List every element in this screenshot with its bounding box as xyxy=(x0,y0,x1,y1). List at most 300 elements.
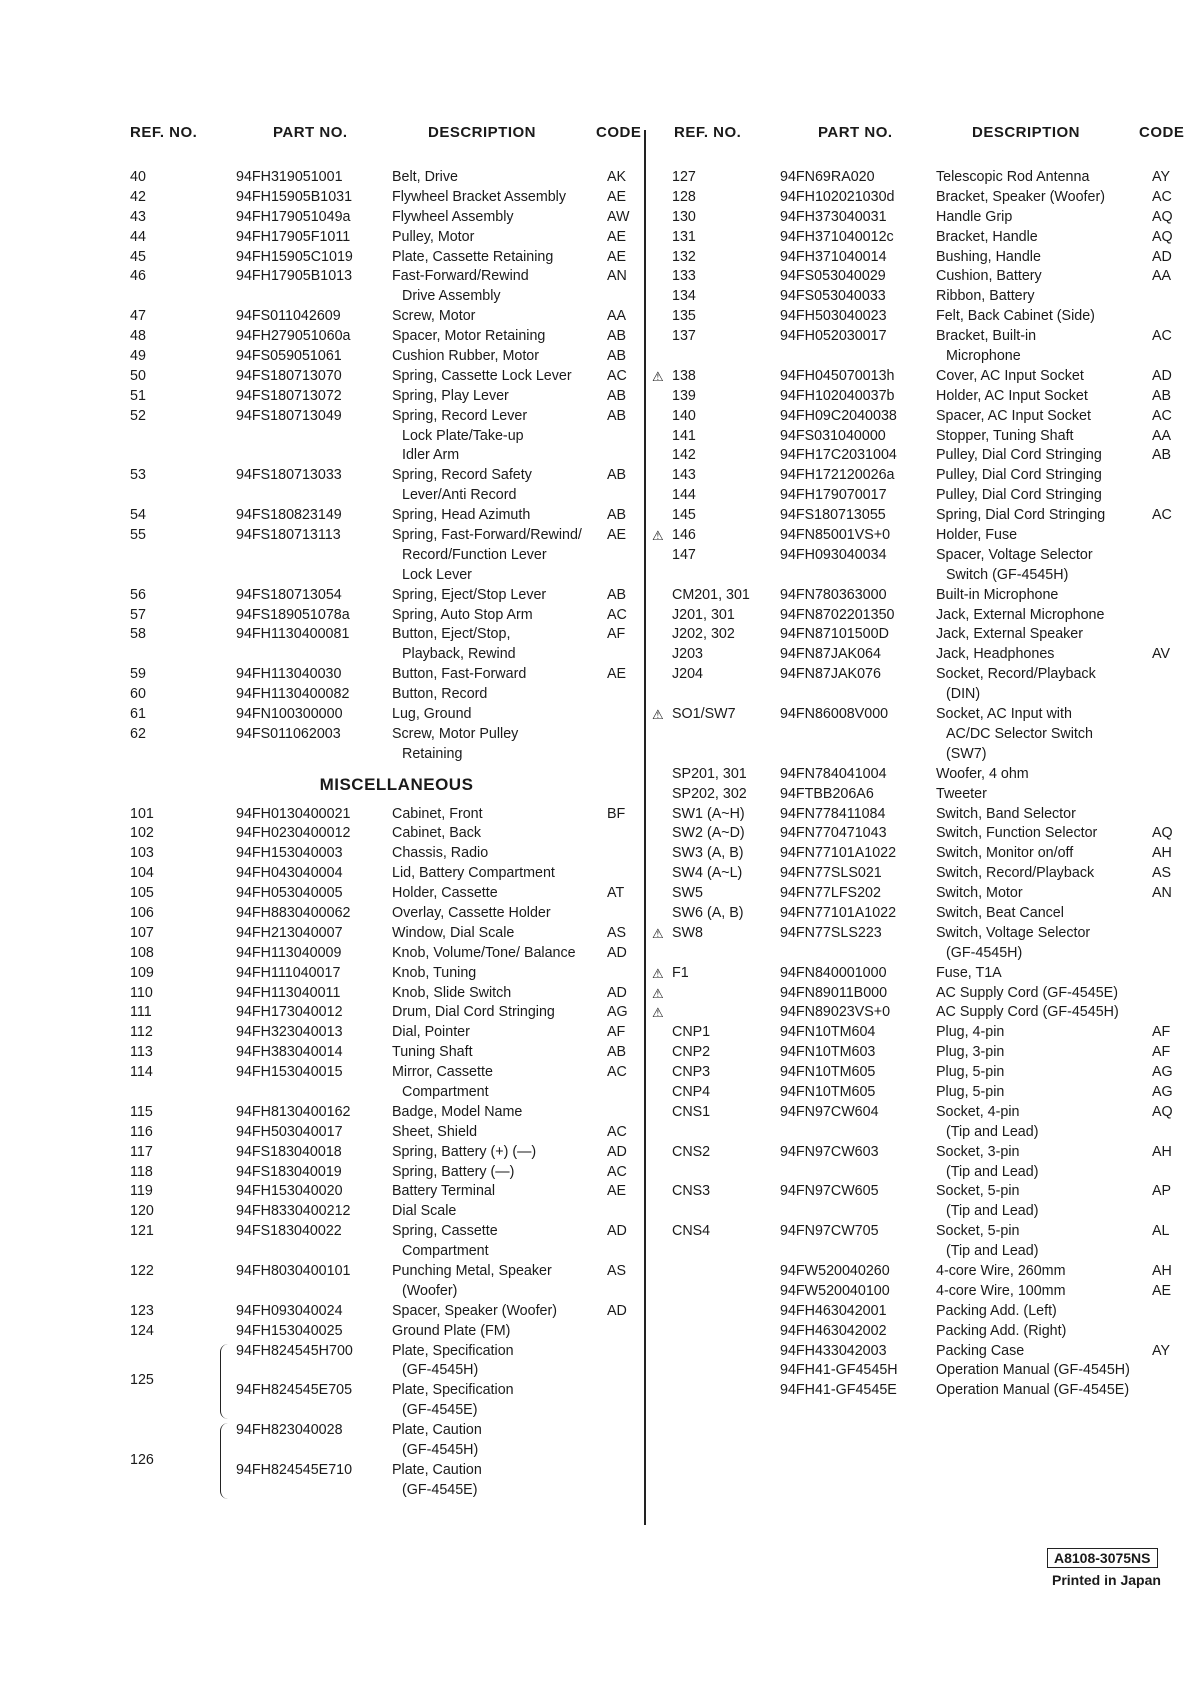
table-row xyxy=(126,168,645,188)
description-cell: AC/DC Selector Switch xyxy=(946,725,1093,742)
description-cell: Plug, 5-pin xyxy=(936,1064,1005,1081)
description-cell: Stopper, Tuning Shaft xyxy=(936,427,1074,444)
table-row xyxy=(126,1461,645,1481)
code-cell: AC xyxy=(1152,188,1172,205)
ref-no-cell: 117 xyxy=(130,1143,153,1160)
part-no-cell: 94FH1130400081 xyxy=(236,626,350,643)
description-cell: Plate, Caution xyxy=(392,1422,482,1439)
part-no-cell: 94FH17905F1011 xyxy=(236,228,351,245)
code-cell: AS xyxy=(607,1263,627,1279)
description-cell: Packing Case xyxy=(936,1342,1025,1359)
description-cell: Lever/Anti Record xyxy=(402,487,517,504)
table-row xyxy=(126,1202,645,1222)
code-cell: AN xyxy=(1152,885,1172,902)
table-row xyxy=(666,844,1186,864)
description-cell: Pulley, Dial Cord Stringing xyxy=(936,467,1102,484)
table-row xyxy=(126,367,645,387)
part-no-cell: 94FN77101A1022 xyxy=(780,904,897,921)
table-row xyxy=(126,844,645,864)
description-cell: (GF-4545E) xyxy=(402,1402,478,1419)
description-cell: Knob, Slide Switch xyxy=(392,984,512,1001)
table-row xyxy=(666,1361,1186,1381)
description-cell: Spring, Head Azimuth xyxy=(392,507,531,524)
ref-no-cell: 131 xyxy=(672,228,696,245)
code-cell: AC xyxy=(607,1123,627,1140)
table-row xyxy=(666,1083,1186,1103)
code-cell: AB xyxy=(607,348,627,365)
ref-no-cell: 59 xyxy=(130,666,146,683)
part-no-cell: 94FW520040100 xyxy=(780,1282,890,1299)
ref-no-cell: CNP2 xyxy=(672,1044,711,1061)
description-cell: Socket, 4-pin xyxy=(936,1103,1020,1120)
code-cell: AQ xyxy=(1152,208,1173,225)
code-cell: AB xyxy=(607,1044,627,1061)
warning-triangle-icon: ⚠ xyxy=(652,707,664,723)
ref-no-cell: CNS2 xyxy=(672,1143,711,1160)
description-cell: Pulley, Dial Cord Stringing xyxy=(936,447,1102,464)
description-cell: Felt, Back Cabinet (Side) xyxy=(936,308,1095,325)
ref-no-cell: SW4 (A~L) xyxy=(672,865,743,882)
part-no-cell: 94FN87JAK064 xyxy=(780,646,881,663)
description-cell: (Tip and Lead) xyxy=(946,1203,1039,1220)
ref-no-cell: 50 xyxy=(130,367,146,384)
description-cell: Playback, Rewind xyxy=(402,646,516,663)
table-row xyxy=(126,1023,645,1043)
description-cell: (GF-4545H) xyxy=(402,1362,479,1379)
description-cell: Compartment xyxy=(402,1243,489,1260)
header-ref-no: REF. NO. xyxy=(130,124,198,141)
table-row xyxy=(652,1003,1186,1023)
description-cell: Drum, Dial Cord Stringing xyxy=(392,1004,555,1021)
description-cell: Plate, Cassette Retaining xyxy=(392,248,554,265)
description-cell: Socket, Record/Playback xyxy=(936,666,1096,683)
header-description: DESCRIPTION xyxy=(428,124,537,141)
description-cell: Switch, Motor xyxy=(936,885,1023,902)
table-row xyxy=(666,586,1186,606)
description-cell: Flywheel Assembly xyxy=(392,208,514,225)
code-cell: AC xyxy=(1152,507,1172,524)
part-no-cell: 94FH17905B1013 xyxy=(236,268,353,285)
description-cell: Cushion, Battery xyxy=(936,268,1042,285)
code-cell: AC xyxy=(607,606,627,623)
part-no-cell: 94FH093040034 xyxy=(780,546,887,563)
description-cell: Plug, 4-pin xyxy=(936,1024,1005,1041)
description-cell: Plate, Caution xyxy=(392,1461,482,1478)
ref-no-cell: 121 xyxy=(130,1223,154,1240)
code-cell: AC xyxy=(1152,407,1172,424)
table-row xyxy=(126,824,645,844)
table-row-continuation xyxy=(126,645,645,665)
code-cell: AC xyxy=(607,1163,627,1180)
part-no-cell: 94FS011062003 xyxy=(236,725,341,742)
left-parts-column xyxy=(126,124,645,1501)
part-no-cell: 94FN780363000 xyxy=(780,586,887,603)
part-no-cell: 94FN778411084 xyxy=(780,805,886,822)
part-no-cell: 94FN10TM605 xyxy=(780,1064,876,1081)
description-cell: Ribbon, Battery xyxy=(936,288,1035,305)
description-cell: Fast-Forward/Rewind xyxy=(392,268,529,285)
description-cell: Battery Terminal xyxy=(392,1183,496,1200)
part-no-cell: 94FH102040037b xyxy=(780,387,895,404)
part-no-cell: 94FH153040015 xyxy=(236,1064,343,1081)
table-row xyxy=(666,665,1186,685)
code-cell: AF xyxy=(607,626,626,643)
description-cell: Woofer, 4 ohm xyxy=(936,765,1029,782)
ref-no-cell: 103 xyxy=(130,845,154,862)
part-no-cell: 94FS180713113 xyxy=(236,527,341,544)
table-row xyxy=(666,606,1186,626)
table-row xyxy=(126,964,645,984)
ref-no-cell: 45 xyxy=(130,248,146,265)
description-cell: Cushion Rubber, Motor xyxy=(392,348,540,365)
description-cell: Bracket, Built-in xyxy=(936,328,1037,345)
part-no-cell: 94FN69RA020 xyxy=(780,169,875,185)
part-no-cell: 94FN10TM605 xyxy=(780,1083,876,1100)
table-row xyxy=(126,188,645,208)
part-no-cell: 94FH15905B1031 xyxy=(236,188,353,205)
table-row-continuation xyxy=(666,1202,1186,1222)
table-row xyxy=(126,1043,645,1063)
code-cell: AF xyxy=(1152,1024,1171,1041)
header-description: DESCRIPTION xyxy=(972,124,1081,141)
ref-no-cell: 49 xyxy=(130,348,146,365)
table-row xyxy=(126,387,645,407)
part-no-cell: 94FS031040000 xyxy=(780,427,886,444)
table-row xyxy=(666,546,1186,566)
description-cell: Telescopic Rod Antenna xyxy=(936,169,1090,185)
description-cell: Lug, Ground xyxy=(392,706,472,723)
code-cell: AD xyxy=(607,944,627,961)
ref-no-cell: F1 xyxy=(672,964,689,981)
description-cell: Spring, Record Lever xyxy=(392,407,528,424)
code-cell: AE xyxy=(607,666,627,683)
ref-no-cell: 123 xyxy=(130,1302,154,1319)
ref-no-cell: 102 xyxy=(130,825,154,842)
ref-no-cell: 40 xyxy=(130,169,146,185)
ref-no-cell: 62 xyxy=(130,725,146,742)
ref-no-cell: 147 xyxy=(672,546,696,563)
table-row xyxy=(126,1322,645,1342)
code-cell: AQ xyxy=(1152,228,1173,245)
ref-no-cell: 140 xyxy=(672,407,696,424)
warning-triangle-icon: ⚠ xyxy=(652,925,664,941)
description-cell: Spring, Cassette Lock Lever xyxy=(392,367,572,384)
description-cell: Screw, Motor Pulley xyxy=(392,725,519,742)
ref-no-cell: 141 xyxy=(672,427,696,444)
code-cell: AC xyxy=(607,367,627,384)
part-no-cell: 94FH153040020 xyxy=(236,1183,343,1200)
description-cell: Switch, Record/Playback xyxy=(936,865,1095,882)
ref-no-cell: 112 xyxy=(130,1024,153,1041)
part-no-cell: 94FH1130400082 xyxy=(236,686,350,703)
part-no-cell: 94FN85001VS+0 xyxy=(780,527,891,544)
part-no-cell: 94FH113040030 xyxy=(236,666,342,683)
table-row xyxy=(126,1342,645,1362)
description-cell: Cabinet, Front xyxy=(392,805,483,822)
part-no-cell: 94FN770471043 xyxy=(780,825,887,842)
table-row-continuation xyxy=(666,725,1186,745)
table-row-continuation xyxy=(126,566,645,586)
code-cell: AD xyxy=(1152,248,1172,265)
code-cell: AG xyxy=(607,1004,628,1021)
description-cell: Screw, Motor xyxy=(392,308,476,325)
description-cell: Cabinet, Back xyxy=(392,825,482,842)
part-no-cell: 94FN8702201350 xyxy=(780,606,895,623)
description-cell: 4-core Wire, 100mm xyxy=(936,1282,1066,1299)
code-cell: AB xyxy=(607,467,627,484)
ref-no-cell: 134 xyxy=(672,288,696,305)
code-cell: AD xyxy=(607,1302,627,1319)
table-row xyxy=(666,1222,1186,1242)
description-cell: Socket, AC Input with xyxy=(936,706,1072,723)
table-row xyxy=(126,1103,645,1123)
description-cell: 4-core Wire, 260mm xyxy=(936,1262,1066,1279)
table-row xyxy=(666,407,1186,427)
header-code: CODE xyxy=(1139,124,1185,141)
code-cell: AF xyxy=(607,1024,626,1041)
part-no-cell: 94FS011042609 xyxy=(236,308,341,325)
description-cell: Knob, Tuning xyxy=(392,964,477,981)
table-row xyxy=(666,267,1186,287)
group-ref-no: 125 xyxy=(130,1372,154,1389)
code-cell: AD xyxy=(607,1223,627,1240)
description-cell: (GF-4545H) xyxy=(946,944,1023,961)
ref-no-cell: 137 xyxy=(672,328,696,345)
ref-no-cell: J201, 301 xyxy=(672,606,735,623)
description-cell: Switch, Function Selector xyxy=(936,825,1098,842)
table-row-continuation xyxy=(126,745,645,765)
description-cell: Switch, Beat Cancel xyxy=(936,904,1064,921)
table-row xyxy=(126,606,645,626)
description-cell: Spring, Auto Stop Arm xyxy=(392,606,533,623)
table-row xyxy=(126,904,645,924)
code-cell: AS xyxy=(1152,865,1172,882)
ref-no-cell: 109 xyxy=(130,964,154,981)
description-cell: Compartment xyxy=(402,1083,489,1100)
table-row xyxy=(666,208,1186,228)
part-no-cell: 94FH052030017 xyxy=(780,328,887,345)
table-row-continuation xyxy=(126,427,645,447)
part-no-cell: 94FH09C2040038 xyxy=(780,407,897,424)
description-cell: Retaining xyxy=(402,745,463,762)
table-row xyxy=(126,1262,645,1282)
ref-no-cell: 57 xyxy=(130,606,146,623)
ref-no-cell: SO1/SW7 xyxy=(672,706,736,723)
description-cell: Socket, 3-pin xyxy=(936,1143,1020,1160)
description-cell: Belt, Drive xyxy=(392,169,458,185)
table-row xyxy=(666,248,1186,268)
code-cell: AB xyxy=(607,407,627,424)
code-cell: AG xyxy=(1152,1064,1173,1081)
ref-no-cell: 120 xyxy=(130,1203,154,1220)
ref-no-cell: 124 xyxy=(130,1322,154,1339)
table-row xyxy=(126,327,645,347)
description-cell: Flywheel Bracket Assembly xyxy=(392,188,567,205)
description-cell: Knob, Volume/Tone/ Balance xyxy=(392,944,576,961)
code-cell: AG xyxy=(1152,1083,1173,1100)
part-no-cell: 94FH093040024 xyxy=(236,1302,343,1319)
part-no-cell: 94FN77SLS021 xyxy=(780,865,882,882)
table-row-continuation xyxy=(126,486,645,506)
code-cell: AT xyxy=(607,885,625,902)
table-row xyxy=(126,944,645,964)
table-row xyxy=(666,765,1186,785)
part-no-cell: 94FH113040011 xyxy=(236,984,341,1001)
ref-no-cell: 56 xyxy=(130,586,146,603)
table-row xyxy=(666,1043,1186,1063)
header-ref-no: REF. NO. xyxy=(674,124,742,141)
table-row xyxy=(652,367,1186,387)
table-row-continuation xyxy=(126,1361,645,1381)
ref-no-cell: 144 xyxy=(672,487,696,504)
description-cell: Punching Metal, Speaker xyxy=(392,1263,552,1279)
part-no-cell: 94FH824545H700 xyxy=(236,1342,353,1359)
description-cell: (Tip and Lead) xyxy=(946,1163,1039,1180)
ref-no-cell: 105 xyxy=(130,885,154,902)
table-row xyxy=(126,924,645,944)
part-no-cell: 94FH053040005 xyxy=(236,885,343,902)
description-cell: Switch, Band Selector xyxy=(936,805,1076,822)
table-row xyxy=(126,506,645,526)
part-no-cell: 94FH179051049a xyxy=(236,208,351,225)
ref-no-cell: J204 xyxy=(672,666,704,683)
table-row xyxy=(666,168,1186,188)
ref-no-cell: 111 xyxy=(130,1004,152,1021)
ref-no-cell: J202, 302 xyxy=(672,626,735,643)
table-row xyxy=(126,267,645,287)
table-row xyxy=(126,1222,645,1242)
ref-no-cell: CNP3 xyxy=(672,1064,711,1081)
description-cell: AC Supply Cord (GF-4545H) xyxy=(936,1004,1119,1021)
warning-triangle-icon: ⚠ xyxy=(652,368,664,384)
part-no-cell: 94FH41-GF4545E xyxy=(780,1382,897,1399)
code-cell: AB xyxy=(607,586,627,603)
code-cell: AE xyxy=(607,1183,627,1200)
part-no-cell: 94FH319051001 xyxy=(236,169,343,185)
code-cell: AB xyxy=(1152,447,1172,464)
part-no-cell: 94FH433042003 xyxy=(780,1342,887,1359)
table-row xyxy=(666,188,1186,208)
description-cell: Overlay, Cassette Holder xyxy=(392,904,551,921)
part-no-cell: 94FN97CW605 xyxy=(780,1183,879,1200)
description-cell: Button, Eject/Stop, xyxy=(392,626,511,643)
table-row xyxy=(666,287,1186,307)
part-no-cell: 94FS180713072 xyxy=(236,387,342,404)
braced-part-groups xyxy=(126,1342,645,1501)
description-cell: (DIN) xyxy=(946,686,981,703)
table-row xyxy=(666,486,1186,506)
part-no-cell: 94FH824545E710 xyxy=(236,1461,353,1478)
description-cell: Spacer, Speaker (Woofer) xyxy=(392,1302,558,1319)
part-no-cell: 94FS189051078a xyxy=(236,606,350,623)
right-column-header xyxy=(666,124,1186,146)
part-no-cell: 94FS180713049 xyxy=(236,407,342,424)
part-no-cell: 94FS180713033 xyxy=(236,467,342,484)
table-row-continuation xyxy=(666,685,1186,705)
table-row xyxy=(666,427,1186,447)
description-cell: Spring, Battery (+) (—) xyxy=(392,1143,537,1160)
ref-no-cell: 138 xyxy=(672,367,696,384)
part-no-cell: 94FN87JAK076 xyxy=(780,666,881,683)
description-cell: Record/Function Lever xyxy=(402,546,547,563)
table-row xyxy=(126,1003,645,1023)
description-cell: Jack, Headphones xyxy=(936,646,1055,663)
table-row xyxy=(666,625,1186,645)
ref-no-cell: CNP4 xyxy=(672,1083,711,1100)
part-no-cell: 94FH102021030d xyxy=(780,188,895,205)
part-no-cell: 94FH463042002 xyxy=(780,1322,887,1339)
part-no-cell: 94FN86008V000 xyxy=(780,706,889,723)
table-row xyxy=(666,446,1186,466)
part-no-cell: 94FH383040014 xyxy=(236,1044,343,1061)
ref-no-cell: 135 xyxy=(672,308,696,325)
ref-no-cell: CNS4 xyxy=(672,1223,711,1240)
code-cell: AE xyxy=(607,188,627,205)
table-row-continuation xyxy=(126,287,645,307)
description-cell: Mirror, Cassette xyxy=(392,1064,493,1081)
table-row xyxy=(126,625,645,645)
part-no-cell: 94FN77LFS202 xyxy=(780,885,881,902)
part-no-cell: 94FN77SLS223 xyxy=(780,924,882,941)
description-cell: Jack, External Microphone xyxy=(936,606,1105,623)
table-row xyxy=(666,1063,1186,1083)
description-cell: Switch, Voltage Selector xyxy=(936,924,1091,941)
ref-no-cell: 139 xyxy=(672,387,696,404)
table-row xyxy=(666,327,1186,347)
part-no-cell: 94FS053040029 xyxy=(780,268,886,285)
table-row xyxy=(666,1381,1186,1401)
table-row-continuation xyxy=(126,1282,645,1302)
table-row xyxy=(666,904,1186,924)
part-no-cell: 94FH371040012c xyxy=(780,228,894,245)
code-cell: AY xyxy=(1152,169,1171,185)
description-cell: Handle Grip xyxy=(936,208,1013,225)
table-row xyxy=(666,824,1186,844)
description-cell: (Tip and Lead) xyxy=(946,1123,1039,1140)
ref-no-cell: 47 xyxy=(130,308,146,325)
description-cell: Socket, 5-pin xyxy=(936,1223,1020,1240)
table-row xyxy=(666,466,1186,486)
description-cell: Dial, Pointer xyxy=(392,1024,470,1041)
description-cell: Plate, Specification xyxy=(392,1382,514,1399)
part-no-cell: 94FN10TM603 xyxy=(780,1044,876,1061)
part-no-cell: 94FH15905C1019 xyxy=(236,248,353,265)
warning-triangle-icon: ⚠ xyxy=(652,965,664,981)
part-no-cell: 94FH8830400062 xyxy=(236,904,351,921)
table-row-continuation xyxy=(126,1242,645,1262)
table-row xyxy=(666,1282,1186,1302)
part-no-cell: 94FH111040017 xyxy=(236,964,341,981)
ref-no-cell: SW6 (A, B) xyxy=(672,904,744,921)
description-cell: Socket, 5-pin xyxy=(936,1183,1020,1200)
table-row-continuation xyxy=(126,1083,645,1103)
ref-no-cell: 119 xyxy=(130,1183,153,1200)
table-row-continuation xyxy=(126,1401,645,1421)
part-no-cell: 94FH503040017 xyxy=(236,1123,343,1140)
ref-no-cell: 61 xyxy=(130,706,146,723)
part-no-cell: 94FH153040003 xyxy=(236,845,343,862)
part-no-cell: 94FS183040018 xyxy=(236,1143,342,1160)
table-row xyxy=(126,208,645,228)
part-no-cell: 94FN784041004 xyxy=(780,765,887,782)
ref-no-cell: 143 xyxy=(672,467,696,484)
description-cell: Lock Plate/Take-up xyxy=(402,427,524,444)
part-no-cell: 94FH8130400162 xyxy=(236,1103,351,1120)
group-brace xyxy=(220,1344,228,1420)
description-cell: Dial Scale xyxy=(392,1203,457,1220)
part-no-cell: 94FH503040023 xyxy=(780,308,887,325)
part-no-cell: 94FS180713070 xyxy=(236,367,342,384)
